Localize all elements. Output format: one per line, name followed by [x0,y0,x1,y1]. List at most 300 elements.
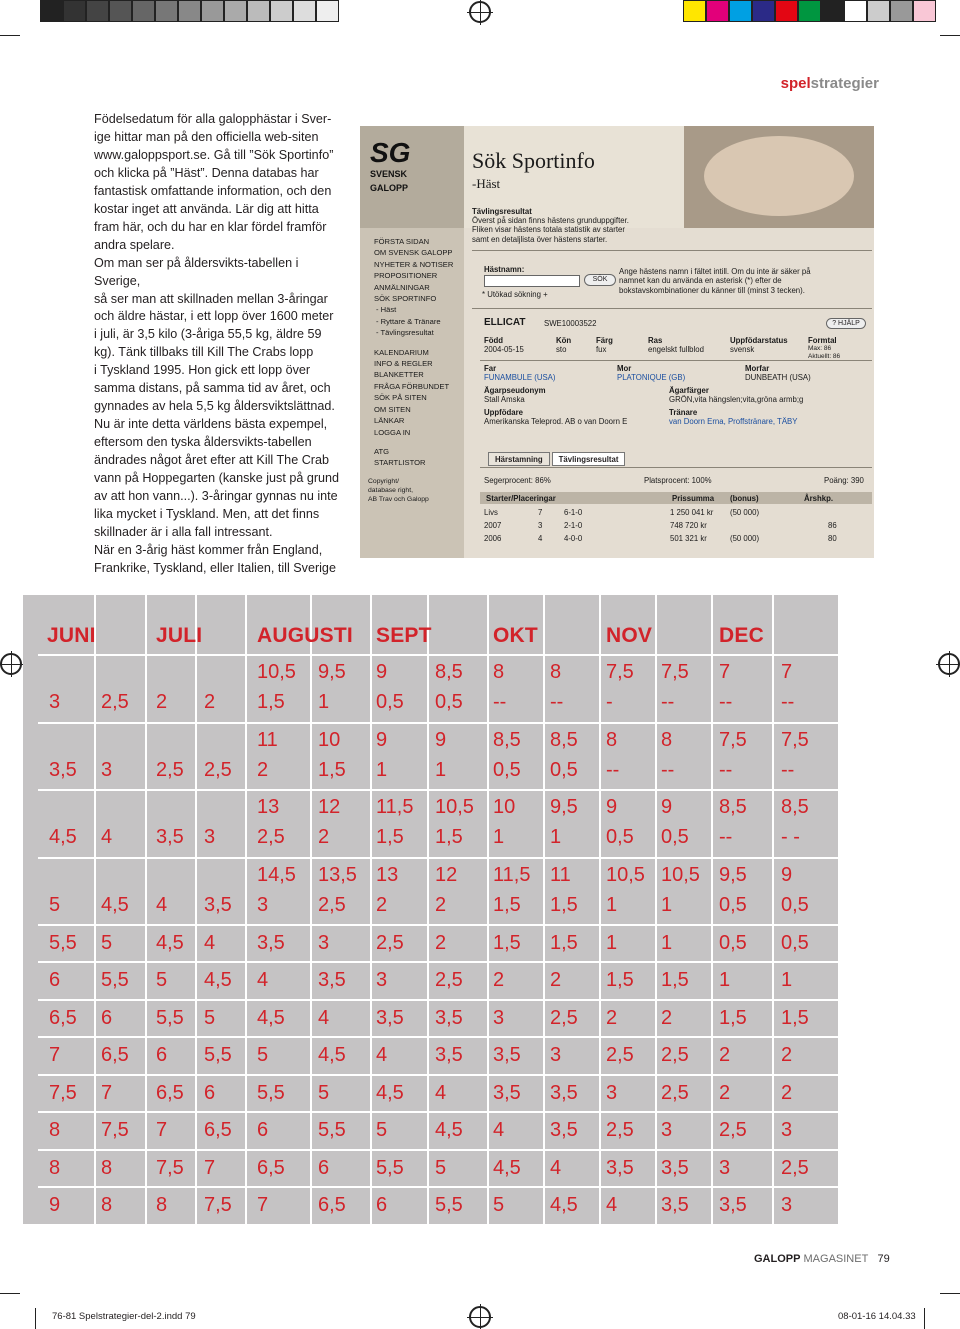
table-cell: 4 [606,1193,618,1216]
trim-mark [924,1308,925,1329]
table-cell-upper: 8,5 [781,796,809,818]
table-cell: 3 [781,1119,793,1141]
table-cell-lower: 1,5 [318,759,346,781]
table-cell: 2 [781,1044,793,1066]
menu-item[interactable]: NYHETER & NOTISER [374,259,454,269]
table-cell-lower: -- [781,691,795,713]
points: Poäng: 390 [824,476,864,485]
stats-cell: 2007 [484,521,502,530]
table-cell-upper: 12 [318,796,341,818]
table-cell-lower: 4 [101,826,113,848]
stats-cell: 2-1-0 [564,521,583,530]
paragraph: När en 3-årig häst kommer från England, Frankrike, Tyskland, eller Italien, till Sverige [94,542,336,575]
table-cell: 7,5 [156,1156,184,1179]
registration-mark-left-icon [0,653,22,675]
stats-cell: 1 250 041 kr [670,508,714,517]
table-cell: 1,5 [661,969,689,991]
table-cell-lower: 4,5 [49,826,77,848]
menu-item: Copyright/ database right, AB Trav och Galopp [368,477,429,503]
table-cell-lower: 2,5 [156,759,184,781]
table-cell-lower: 5 [49,894,61,916]
month-header: JULI [156,624,203,647]
table-cell: 3,5 [661,1193,689,1216]
table-cell-lower: -- [719,759,733,781]
table-cell: 6,5 [318,1193,346,1216]
table-cell: 4 [435,1081,447,1104]
table-cell: 5 [257,1044,269,1066]
table-cell: 5 [156,969,168,991]
table-cell-lower: 1 [435,759,447,781]
field-value: DUNBEATH (USA) [745,373,811,382]
registration-mark-bottom-icon [469,1306,491,1328]
table-cell: 2,5 [661,1081,689,1104]
stats-cell: 7 [538,508,543,517]
table-cell: 4,5 [204,969,232,991]
table-cell-lower: 0,5 [661,826,689,848]
table-cell: 1,5 [550,931,578,954]
table-cell-upper: 8 [606,729,618,751]
table-cell: 2,5 [435,969,463,991]
table-cell: 7 [101,1081,113,1104]
table-cell-upper: 7 [719,661,731,683]
table-cell-lower: - - [781,826,800,848]
table-cell: 5,5 [49,931,77,954]
field-value: Max: 86 [808,345,832,352]
table-cell-lower: 1,5 [435,826,463,848]
table-cell: 5,5 [101,969,129,991]
table-cell: 5,5 [435,1193,463,1216]
table-cell: 8 [101,1156,113,1179]
table-cell: 6 [156,1044,168,1066]
stats-cell: Livs [484,508,498,517]
table-cell: 6,5 [156,1081,184,1104]
table-cell-upper: 13 [376,864,399,886]
age-weight-table [23,595,838,1224]
table-cell: 6 [101,1006,113,1029]
table-cell-upper: 9,5 [719,864,747,886]
stats-cell: (50 000) [730,534,760,543]
column-header: Starter/Placeringar [486,494,556,503]
table-cell-upper: 8,5 [493,729,521,751]
field-value: sto [556,345,567,354]
stats-cell: 3 [538,521,543,530]
table-cell-upper: 9 [606,796,618,818]
extended-search-link[interactable]: * Utökad sökning + [482,290,548,299]
table-cell-upper: 8 [550,661,562,683]
table-cell-lower: 1 [493,826,505,848]
horse-photo [684,126,874,228]
table-cell-upper: 13,5 [318,864,357,886]
page-number: 79 [877,1253,890,1265]
table-cell-lower: 2,5 [101,691,129,713]
table-cell-upper: 10,5 [435,796,474,818]
field-label: Mor [617,364,632,373]
table-cell-lower: 0,5 [435,691,463,713]
table-cell-lower: 2,5 [257,826,285,848]
menu-item[interactable]: BLANKETTER [374,370,424,380]
table-cell-lower: 0,5 [606,826,634,848]
table-cell: 3,5 [719,1193,747,1216]
table-cell-upper: 7,5 [606,661,634,683]
table-cell-lower: 1,5 [376,826,404,848]
field-label: Ägarpseudonym [484,386,546,395]
month-header: SEPT [376,624,432,647]
field-value: GRÖN,vita hängslen;vita,gröna armb;g [669,395,804,404]
menu-item[interactable]: FÖRSTA SIDAN [374,237,430,246]
table-cell-lower: 1,5 [493,894,521,916]
horse-name-label: Hästnamn: [484,265,525,274]
table-cell: 3,5 [493,1081,521,1104]
table-cell: 2,5 [606,1044,634,1066]
table-cell: 3 [376,969,388,991]
table-cell: 5,5 [204,1044,232,1066]
table-cell-upper: 7,5 [781,729,809,751]
table-cell: 2 [661,1006,673,1029]
table-cell: 5,5 [318,1119,346,1141]
table-cell-lower: -- [661,691,675,713]
table-cell: 7 [49,1044,61,1066]
file-slug: 76-81 Spelstrategier-del-2.indd 79 [52,1311,196,1322]
help-button[interactable]: ? HJÄLP [826,318,866,329]
table-cell: 8 [101,1193,113,1216]
table-cell: 7 [257,1193,269,1216]
table-cell: 6,5 [204,1119,232,1141]
menu-item[interactable]: - Tävlingsresultat [376,328,434,338]
table-cell-upper: 8,5 [435,661,463,683]
table-cell: 1,5 [493,931,521,954]
table-cell: 1 [781,969,793,991]
menu-item[interactable]: ATG [374,446,390,456]
field-label: Kön [556,336,572,345]
menu-item[interactable]: PROPOSITIONER [374,271,438,281]
stats-cell: 2006 [484,534,502,543]
table-cell-lower: 4,5 [101,894,129,916]
svensk-galopp-logo: SG SVENSK GALOPP [370,137,411,193]
table-cell: 5,5 [376,1156,404,1179]
table-cell-lower: - [606,691,613,713]
table-cell-lower: 3 [49,691,61,713]
column-header: (bonus) [730,494,759,503]
table-cell-lower: -- [781,759,795,781]
trim-mark [35,1308,36,1329]
table-cell: 5 [318,1081,330,1104]
table-cell-upper: 9 [376,661,388,683]
field-label: Född [484,336,504,345]
field-label: Färg [596,336,613,345]
table-cell-lower: 0,5 [376,691,404,713]
table-cell-upper: 13 [257,796,280,818]
table-cell: 8 [49,1156,61,1179]
table-cell-upper: 9 [661,796,673,818]
table-cell-upper: 11,5 [493,864,531,886]
table-cell-lower: 2 [204,691,216,713]
table-cell: 4,5 [435,1119,463,1141]
field-label: Uppfödarstatus [730,336,788,345]
table-cell: 2 [550,969,562,991]
table-cell-upper: 9 [435,729,447,751]
site-menu [368,236,464,504]
table-cell: 8 [49,1119,61,1141]
table-cell-upper: 11,5 [376,796,414,818]
table-cell: 3,5 [550,1119,578,1141]
table-cell: 1,5 [606,969,634,991]
menu-item[interactable]: SÖK PÅ SITEN [374,393,427,403]
table-cell-lower: 1 [661,894,673,916]
search-button[interactable]: SÖK [584,274,616,286]
field-label: Ras [648,336,663,345]
table-cell-lower: -- [661,759,675,781]
stats-cell: 4 [538,534,543,543]
table-cell: 4 [550,1156,562,1179]
table-cell: 3 [318,931,330,954]
table-cell-lower: 2,5 [318,894,346,916]
table-cell-upper: 10,5 [606,864,645,886]
table-cell-lower: -- [606,759,620,781]
table-cell: 6,5 [257,1156,285,1179]
table-cell: 4,5 [257,1006,285,1029]
table-cell: 0,5 [719,931,747,954]
table-cell: 7,5 [101,1119,129,1141]
tab-tavlingsresultat[interactable]: Tävlingsresultat [552,452,626,466]
trim-mark [0,35,20,36]
table-cell: 4 [318,1006,330,1029]
month-header: NOV [606,624,653,647]
table-cell: 2 [719,1081,731,1104]
table-cell: 3,5 [435,1044,463,1066]
field-label: Morfar [745,364,770,373]
sire-link[interactable]: FUNAMBULE (USA) [484,373,556,382]
table-cell-lower: 1 [376,759,388,781]
place-percentage: Platsprocent: 100% [644,476,712,485]
table-cell-lower: 0,5 [781,894,809,916]
table-cell: 2 [606,1006,618,1029]
field-value: fux [596,345,607,354]
table-cell: 3 [606,1081,618,1104]
table-cell-lower: 2 [318,826,330,848]
trainer-link[interactable]: van Doorn Erna, Proffstränare, TÄBY [669,417,798,426]
table-cell: 3 [781,1193,793,1216]
table-cell-upper: 10 [318,729,341,751]
menu-item[interactable]: OM SITEN [374,404,411,414]
menu-item[interactable]: ANMÄLNINGAR [374,282,430,292]
table-cell: 3 [550,1044,562,1066]
field-label: Formtal [808,336,837,345]
table-cell: 6 [376,1193,388,1216]
field-value: engelskt fullblod [648,345,704,354]
field-value: 2004-05-15 [484,345,524,354]
table-cell-lower: 2 [156,691,168,713]
table-cell: 3,5 [550,1081,578,1104]
table-cell-upper: 11 [257,729,278,751]
table-cell-lower: 3 [101,759,113,781]
table-cell-lower: 1,5 [550,894,578,916]
table-cell: 3,5 [257,931,285,954]
table-cell: 5 [101,931,113,954]
table-cell-upper: 7,5 [661,661,689,683]
menu-item[interactable]: - Ryttare & Tränare [376,316,441,326]
trim-mark [0,1293,20,1294]
field-value: Stall Amska [484,395,525,404]
table-cell: 1 [719,969,731,991]
table-cell-upper: 8 [493,661,505,683]
table-cell-lower: 1 [318,691,330,713]
site-tabs [488,452,627,466]
table-cell: 4,5 [156,931,184,954]
field-label: Uppfödare [484,408,523,417]
table-cell: 4 [493,1119,505,1141]
table-cell-lower: -- [719,691,733,713]
dam-link[interactable]: PLATONIQUE (GB) [617,373,686,382]
search-help-text: Ange hästens namn i fältet intill. Om du inte är säker på namnet kan du använda en asterisk (*) efter de bokstavskombinationer du känner till (minst 3 tecken). [619,267,811,295]
magazine-footer: GALOPP MAGASINET 79 [754,1253,890,1265]
paragraph: Födelsedatum för alla galopphästar i Sver- ige hittar man på den officiella web-siten www.galoppsport.se. Gå till ”Sök Sportinfo” och klicka på ”Häst”. Denna databas har fantastisk omfattande information, och den kostar inget att använda. Lär dig att hitta fram här, och du har en klar fördel framför andra spelare. [94,112,334,252]
table-cell: 3,5 [435,1006,463,1029]
table-cell: 2 [719,1044,731,1066]
table-cell-lower: -- [550,691,564,713]
table-cell: 2,5 [781,1156,809,1179]
stats-cell: (50 000) [730,508,760,517]
table-cell: 7 [156,1119,168,1141]
sportinfo-screenshot [360,126,874,558]
table-cell: 3,5 [376,1006,404,1029]
table-cell: 5 [376,1119,388,1141]
field-value: svensk [730,345,755,354]
table-cell: 1,5 [781,1006,809,1029]
table-cell: 2,5 [606,1119,634,1141]
field-label: Ägarfärger [669,386,709,395]
table-cell: 2 [781,1081,793,1104]
registration-mark-top-icon [469,1,491,23]
table-cell: 3,5 [606,1156,634,1179]
table-cell-upper: 14,5 [257,864,296,886]
table-cell: 5 [493,1193,505,1216]
table-cell-lower: 3,5 [49,759,77,781]
month-header: AUGUSTI [257,624,353,647]
table-cell: 0,5 [781,931,809,954]
table-cell-upper: 10,5 [257,661,296,683]
table-cell: 5 [204,1006,216,1029]
table-cell: 2 [493,969,505,991]
table-cell-upper: 12 [435,864,458,886]
stats-cell: 748 720 kr [670,521,707,530]
stats-cell: 501 321 kr [670,534,707,543]
field-label: Tränare [669,408,698,417]
table-cell-upper: 8,5 [550,729,578,751]
table-cell-lower: 3,5 [156,826,184,848]
table-cell: 9 [49,1193,61,1216]
paragraph: Om man ser på åldersvikts-tabellen i Sverige, så ser man att skillnaden mellan 3-åringar och äldre hästar, i ett lopp över 1600 meter i juli, är 3,5 kilo (3-åriga 55,5 kg, äldre 59 kg). Tänk tillbaks till Kill The Crabs lopp i Tyskland 1995. Hon gick ett lopp över samma distans, på samma tid av året, och gynnades av hela 5,5 kg åldersviktslättnad. Nu är inte detta världens bästa expempel, eftersom den tyska åldersvikts-tabellen ändrades något året efter att Kill The Crab vann på Hoppegarten (kanske just på grund av att hon vann...). 3-åringar gynnas nu inte lika mycket i Tyskland. Men, att det finns skillnader är i alla fall intressant. [94,255,340,539]
stats-cell: 6-1-0 [564,508,583,517]
table-cell: 6,5 [49,1006,77,1029]
table-cell: 5 [435,1156,447,1179]
table-cell: 6,5 [101,1044,129,1066]
table-cell: 1 [606,931,618,954]
menu-item[interactable]: OM SVENSK GALOPP [374,248,453,258]
table-cell: 4 [257,969,269,991]
article-body [94,111,346,578]
table-cell-lower: -- [493,691,507,713]
menu-item[interactable]: - Häst [376,305,397,315]
stats-cell: 80 [828,534,837,543]
table-cell: 4,5 [493,1156,521,1179]
table-cell: 4,5 [318,1044,346,1066]
horse-name-input[interactable] [484,275,580,287]
table-cell: 3,5 [493,1044,521,1066]
menu-item[interactable]: LÄNKAR [374,416,405,426]
date-slug: 08-01-16 14.04.33 [838,1311,916,1322]
table-cell: 5,5 [257,1081,285,1104]
table-cell: 4 [376,1044,388,1066]
table-cell-lower: 3,5 [204,894,232,916]
table-cell: 6 [204,1081,216,1104]
cmyk-color-bar [683,0,936,22]
menu-item[interactable]: STARTLISTOR [374,458,426,468]
table-cell: 6 [49,969,61,991]
table-cell-lower: 2 [257,759,269,781]
table-cell: 7,5 [49,1081,77,1104]
trim-mark [940,1293,960,1294]
table-cell: 2,5 [661,1044,689,1066]
field-value: Aktuellt: 86 [808,353,841,360]
table-cell: 5,5 [156,1006,184,1029]
table-cell-lower: 2,5 [204,759,232,781]
table-cell-upper: 9,5 [318,661,346,683]
menu-item[interactable]: FRÅGA FÖRBUNDET [374,381,450,391]
table-cell: 3 [493,1006,505,1029]
table-cell-lower: 3 [204,826,216,848]
tab-harstamning[interactable]: Härstamning [488,452,550,466]
table-cell: 4,5 [376,1081,404,1104]
menu-item[interactable]: SÖK SPORTINFO [374,294,437,304]
section-label: spelstrategier [780,75,879,92]
table-cell: 8 [156,1193,168,1216]
horse-id: SWE10003522 [544,319,597,328]
table-cell: 7,5 [204,1193,232,1216]
table-cell-lower: 1 [550,826,562,848]
menu-item[interactable]: LOGGA IN [374,427,411,437]
stats-cell: 4-0-0 [564,534,583,543]
table-cell-lower: 0,5 [719,894,747,916]
menu-item[interactable]: INFO & REGLER [374,359,433,369]
table-cell-lower: 2 [376,894,388,916]
table-cell: 1,5 [719,1006,747,1029]
column-header: Årshkp. [804,494,834,503]
table-cell: 4 [204,931,216,954]
table-cell: 3,5 [318,969,346,991]
table-cell: 2,5 [550,1006,578,1029]
table-cell-upper: 11 [550,864,571,886]
table-cell-upper: 9 [781,864,793,886]
intro-text: Överst på sidan finns hästens grunduppgifter. Fliken visar hästens totala statistik av starter samt en detaljlista över hästens starter. [472,216,629,244]
table-cell: 2,5 [376,931,404,954]
table-cell: 6 [257,1119,269,1141]
horse-name: ELLICAT [484,317,526,328]
month-header: DEC [719,624,764,647]
table-cell: 3 [719,1156,731,1179]
menu-item[interactable]: KALENDARIUM [374,347,429,357]
table-cell-upper: 8,5 [719,796,747,818]
win-percentage: Segerprocent: 86% [484,476,551,485]
month-header: JUNI [47,624,96,647]
registration-mark-right-icon [938,653,960,675]
table-cell-lower: 4 [156,894,168,916]
field-label: Far [484,364,497,373]
table-cell: 2 [435,931,447,954]
table-cell-upper: 9 [376,729,388,751]
table-cell-upper: 7 [781,661,793,683]
table-cell-lower: 1 [606,894,618,916]
table-cell-upper: 7,5 [719,729,747,751]
